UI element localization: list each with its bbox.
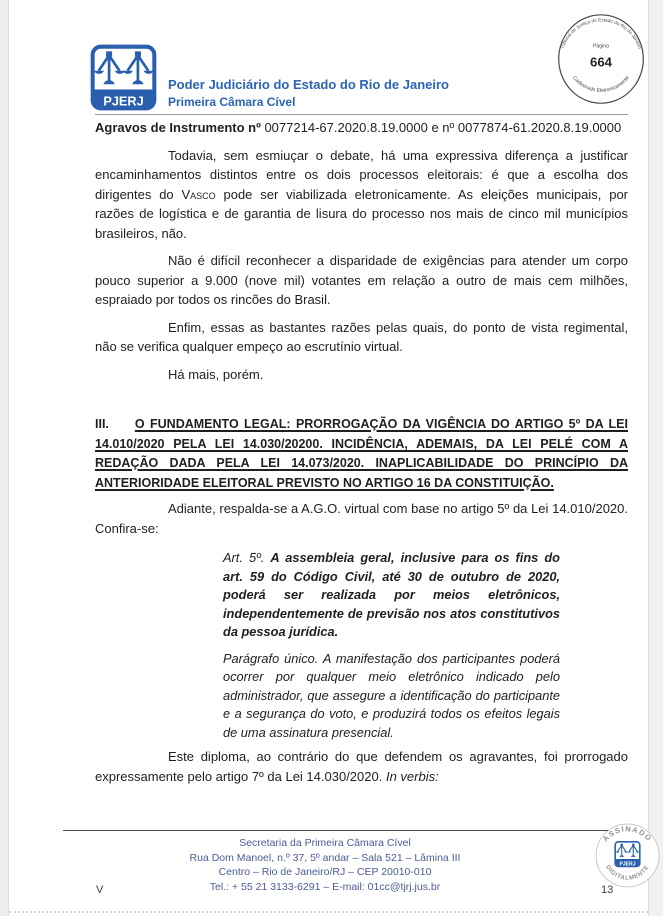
signature-stamp-top-text: ASSINADO [600,824,655,844]
page-number: 13 [601,884,614,896]
body-paragraph: Não é difícil reconhecer a disparidade de exigências para atender um corpo pouco superior a 9.000 (nove mil) votantes em relação a outro de mais cem milhões, espraiado por todos os rincões do Brasil. [95,253,628,307]
chamber-name: Primeira Câmara Cível [168,95,296,109]
case-label: Agravos de Instrumento nº [95,120,261,135]
document-content [95,119,628,831]
block-quote: Art. 5º. A assembleia geral, inclusive para os fins do art. 59 do Código Civil, até 30 de outubro de 2020, poderá ser realizada por meios eletrônicos, independentemente de previsão nos atos constitutivos da pessoa jurídica. [223,550,561,639]
stamp-page-label: Página [592,43,610,50]
case-numbers: 0077214-67.2020.8.19.0000 e nº 0077874-61.2020.8.19.0000 [264,120,622,135]
footer-line-3: Centro – Rio de Janeiro/RJ – CEP 20010-010 [218,866,432,878]
court-name: Poder Judiciário do Estado do Rio de Janeiro [168,77,449,92]
document-body [95,146,628,787]
signature-stamp-bottom-text: DIGITALMENTE [604,864,651,882]
block-quote: Parágrafo único. A manifestação dos participantes poderá ocorrer por qualquer meio eletrônico indicado pelo administrador, que assegure a identificação do participante e a segurança do voto, e produzirá todos os efeitos legais de uma assinatura presencial. [223,650,560,740]
stamp-arc-top-text: Tribunal de Justiça do Estado do Rio de Janeiro [559,17,643,50]
body-paragraph: Enfim, essas as bastantes razões pelas quais, do ponto de vista regimental, não se verifica qualquer empeço ao escrutínio virtual. [95,319,628,354]
signed-digitally-stamp [594,822,661,889]
heading-number: III. [95,417,109,431]
viewer-right-edge [648,0,663,916]
stamp-page-number: 664 [590,54,612,70]
section-heading: III. O FUNDAMENTO LEGAL: PRORROGAÇÃO DA VIGÊNCIA DO ARTIGO 5º DA LEI 14.010/2020 PELA LEI 14.030/20200. INCIDÊNCIA, ADEMAIS, DA LEI PELÉ COM A REDAÇÃO DADA PELA LEI 14.073/2020. INAPLICABILIDADE DO PRINCÍPIO DA ANTERIORIDADE ELEITORAL PREVISTO NO ARTIGO 16 DA CONSTITUIÇÃO. [95,417,628,490]
page-marker-left: V [96,884,104,896]
body-paragraph: Todavia, sem esmiuçar o debate, há uma expressiva diferença a justificar encaminhamentos distintos entre os dois processos eleitorais: é que a escolha dos dirigentes do Vasco pode ser viabilizada eletronicamente. As eleições municipais, por razões de logística e de garantia de lisura do processo nos mais de cinco mil municípios brasileiros, não. [95,147,628,241]
footer-divider [63,830,630,831]
pjerj-logo [90,44,157,111]
header-divider [95,114,628,115]
footer-line-2: Rua Dom Manoel, n.º 37, 5º andar – Sala 521 – Lâmina III [189,851,461,864]
footer-line-1: Secretaria da Primeira Câmara Cível [239,837,411,849]
body-paragraph: Este diploma, ao contrário do que defendem os agravantes, foi prorrogado expressamente pelo artigo 7º da Lei 14.030/2020. In verbis: [95,749,628,784]
body-paragraph: Adiante, respalda-se a A.G.O. virtual com base no artigo 5º da Lei 14.010/2020. Confira-se: [95,501,628,536]
page-number-stamp [554,11,648,107]
footer-line-4: Tel.: + 55 21 3133-6291 – E-mail: 01cc@tjrj.jus.br [209,880,441,893]
page-bottom-edge [9,911,648,913]
footer-address [95,836,555,894]
stamp-arc-bottom-text: Cadastrado Eletronicamente [571,75,631,94]
case-number-line [95,119,628,138]
viewer-left-edge [0,0,9,916]
body-paragraph: Há mais, porém. [168,366,264,382]
